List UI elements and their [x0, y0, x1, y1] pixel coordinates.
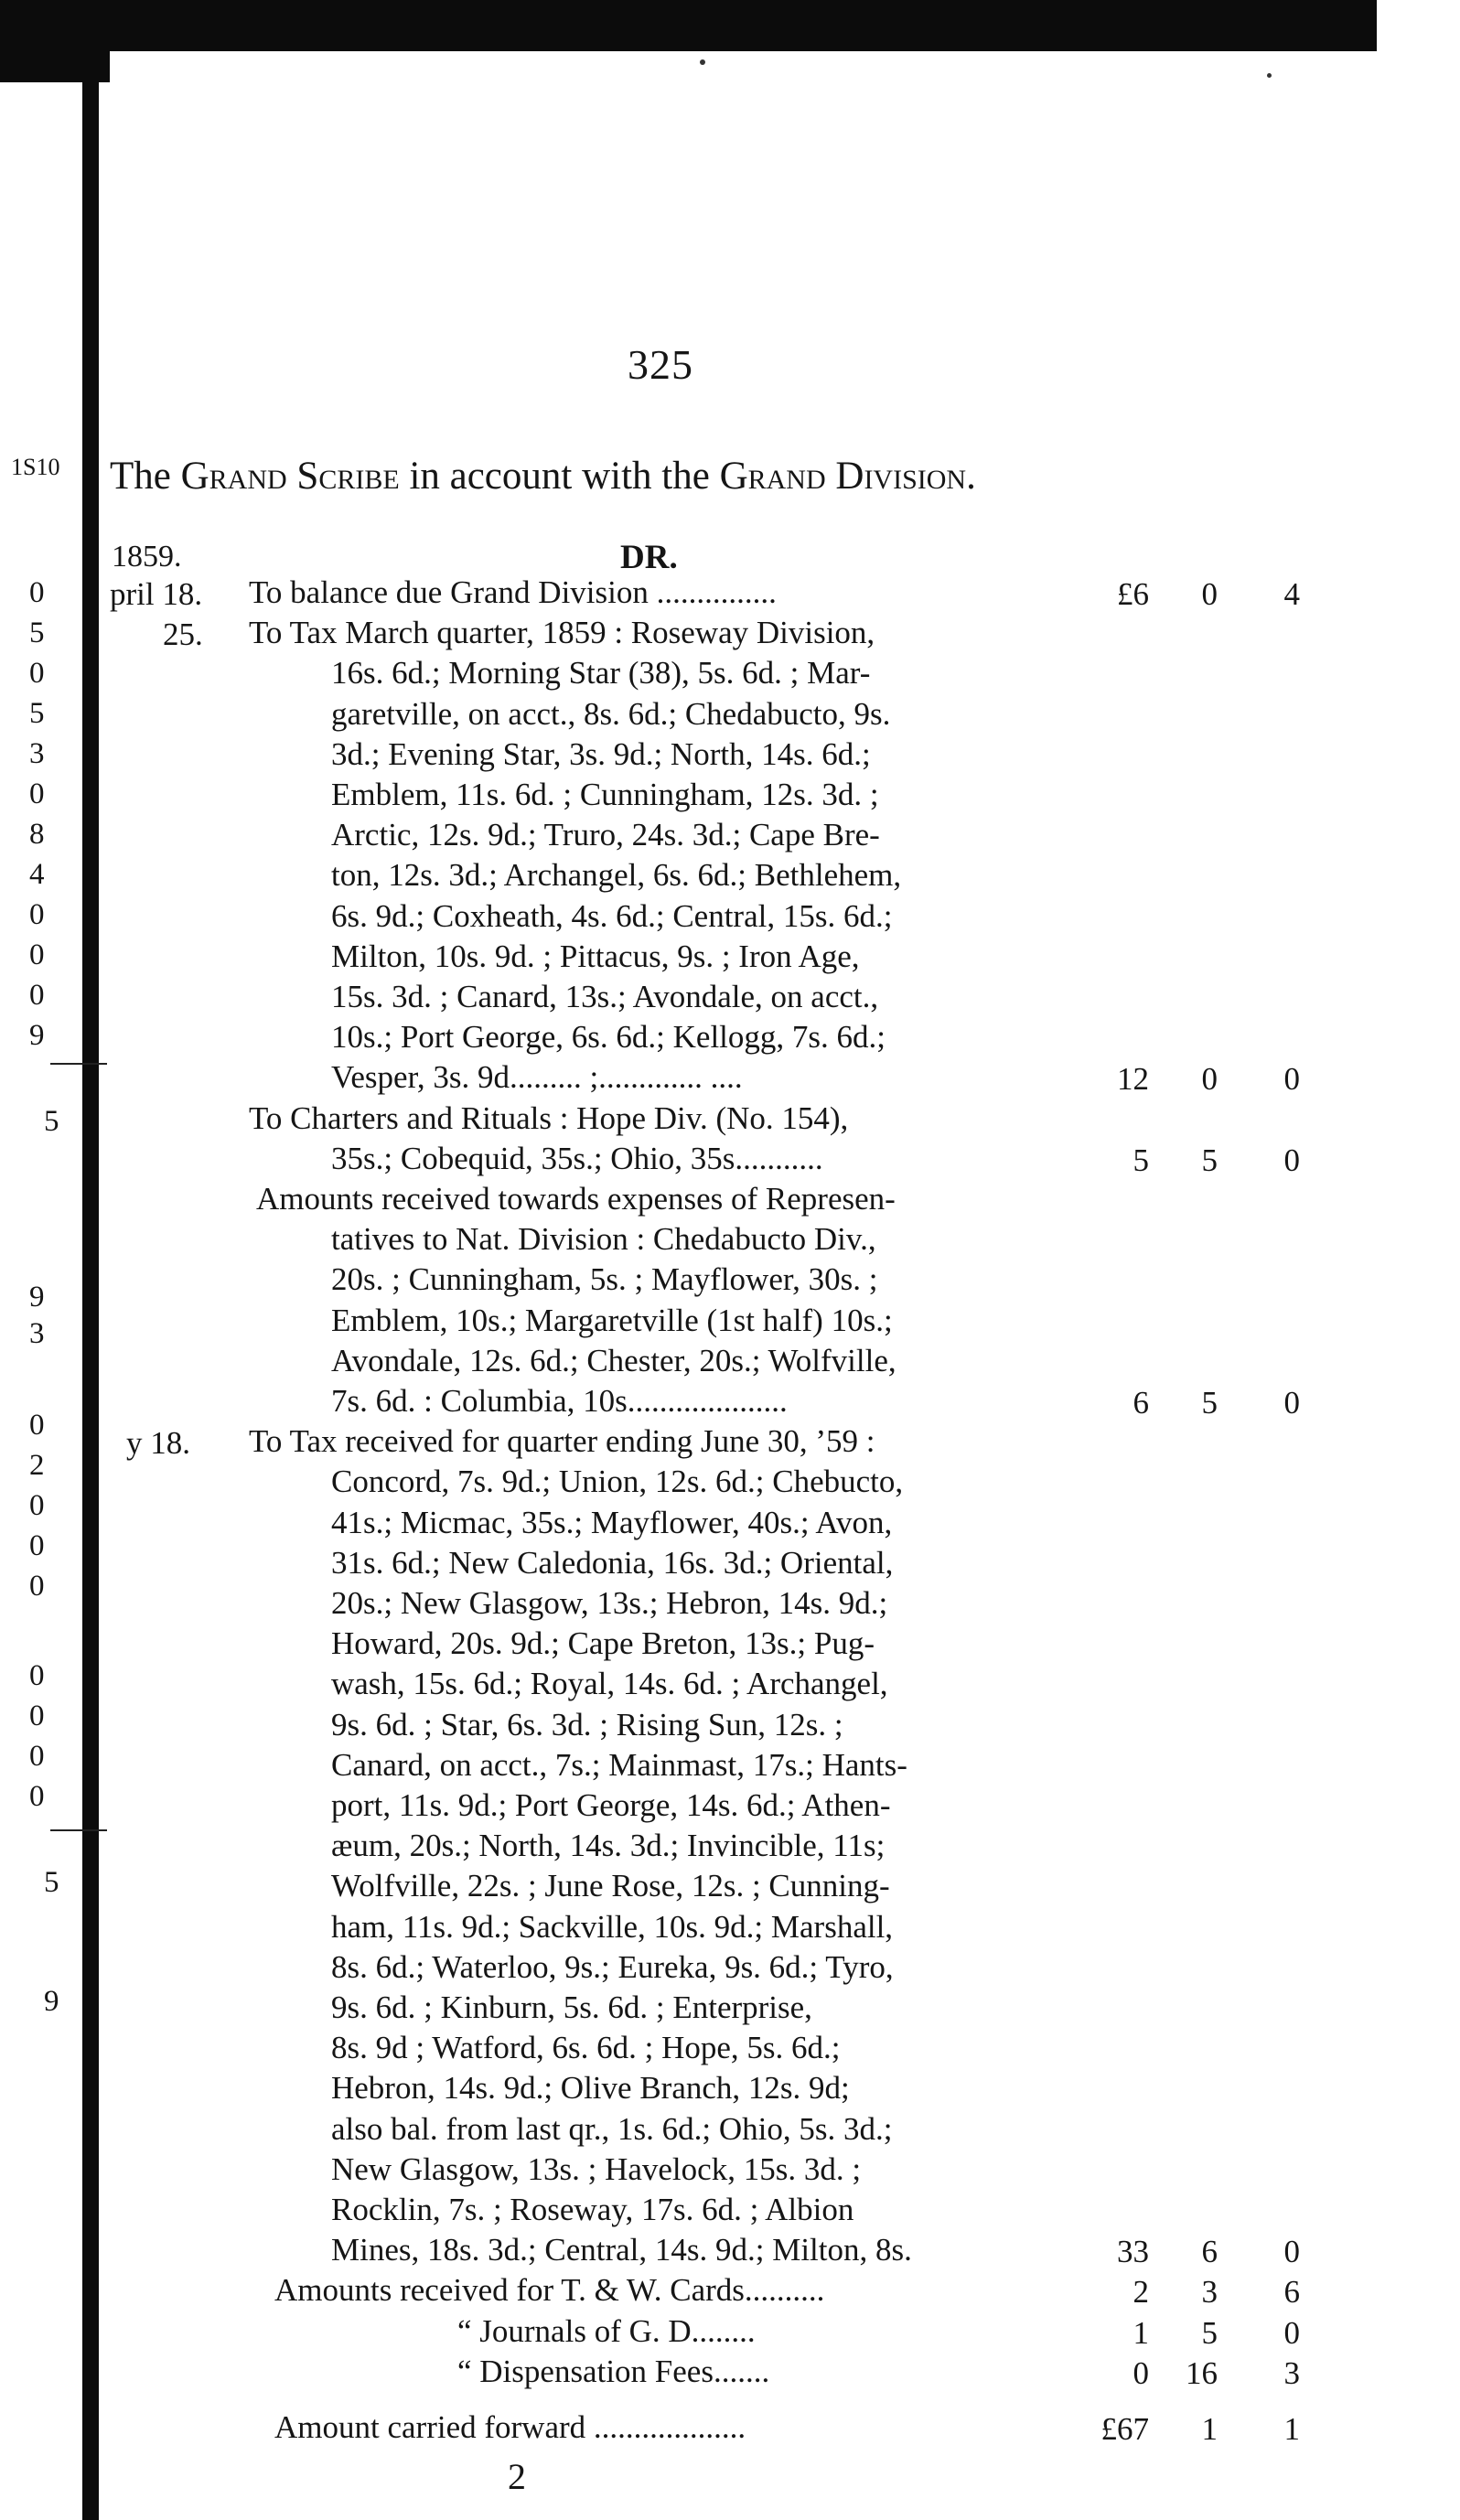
page-title: The Grand Scribe in account with the Grand Division. [110, 455, 976, 498]
entry-text: To balance due Grand Division ............... [249, 574, 777, 610]
amount-pence: 0 [1283, 2234, 1300, 2270]
margin-digit: 0 [29, 1659, 45, 1692]
entry-text: Concord, 7s. 9d.; Union, 12s. 6d.; Chebucto, [331, 1464, 904, 1500]
carried-shillings: 1 [1201, 2411, 1218, 2447]
entry-text: New Glasgow, 13s. ; Havelock, 15s. 3d. ; [331, 2150, 862, 2187]
entry-text: 3d.; Evening Star, 3s. 9d.; North, 14s. 6d.; [331, 735, 871, 772]
entry-text: 8s. 6d.; Waterloo, 9s.; Eureka, 9s. 6d.; Tyro, [331, 1948, 894, 1985]
carried-pounds: £67 [1100, 2411, 1149, 2447]
entry-text: Emblem, 11s. 6d. ; Cunningham, 12s. 3d. ; [331, 777, 879, 812]
amount-shillings: 6 [1201, 2234, 1218, 2270]
entry-text: 15s. 3d. ; Canard, 13s.; Avondale, on acct., [331, 979, 879, 1014]
entry-text: Mines, 18s. 3d.; Central, 14s. 9d.; Milton, 8s. [331, 2232, 912, 2268]
margin-digit: 0 [29, 1489, 45, 1522]
entry-text: 20s.; New Glasgow, 13s.; Hebron, 14s. 9d.; [331, 1585, 888, 1621]
carried-pence: 1 [1283, 2411, 1300, 2447]
margin-digit: 4 [29, 858, 45, 891]
margin-digit: 5 [44, 1105, 59, 1138]
entry-text: 41s.; Micmac, 35s.; Mayflower, 40s.; Avon, [331, 1504, 893, 1540]
entry-text: Hebron, 14s. 9d.; Olive Branch, 12s. 9d; [331, 2070, 850, 2107]
margin-digit: 0 [29, 1570, 45, 1603]
margin-digit: 0 [29, 1409, 45, 1442]
margin-digit: 0 [29, 898, 45, 931]
amount-pence: 0 [1283, 1142, 1300, 1178]
margin-digit: 0 [29, 979, 45, 1012]
ink-speck [700, 59, 705, 65]
amount-pounds: 1 [1133, 2314, 1149, 2351]
entry-text: also bal. from last qr., 1s. 6d.; Ohio, 5s. 3d.; [331, 2110, 893, 2147]
entry-text: Amounts received towards expenses of Represen- [256, 1181, 896, 1217]
signature-mark: 2 [508, 2456, 526, 2497]
amount-shillings: 0 [1201, 576, 1218, 612]
margin-digit: 9 [44, 1985, 59, 2018]
entry-text: Emblem, 10s.; Margaretville (1st half) 10s.; [331, 1302, 893, 1338]
amount-shillings: 0 [1201, 1061, 1218, 1098]
margin-digit: 5 [44, 1866, 59, 1899]
amount-shillings: 5 [1201, 1142, 1218, 1178]
amount-pence: 0 [1283, 1061, 1300, 1098]
entry-text: garetville, on acct., 8s. 6d.; Chedabucto, 9s. [331, 695, 891, 732]
entry-text: wash, 15s. 6d.; Royal, 14s. 6d. ; Archangel, [331, 1666, 888, 1702]
entry-text: 7s. 6d. : Columbia, 10s.................... [331, 1383, 788, 1419]
entry-text: Arctic, 12s. 9d.; Truro, 24s. 3d.; Cape Bre- [331, 817, 880, 853]
entry-text: Rocklin, 7s. ; Roseway, 17s. 6d. ; Albion [331, 2192, 854, 2227]
amount-shillings: 5 [1201, 2314, 1218, 2351]
entry-text: 35s.; Cobequid, 35s.; Ohio, 35s........... [331, 1140, 823, 1176]
entry-text: Milton, 10s. 9d. ; Pittacus, 9s. ; Iron Age, [331, 938, 860, 974]
entry-date: y 18. [126, 1425, 190, 1462]
carried-forward-label: Amount carried forward ................... [274, 2409, 746, 2445]
entry-text: To Tax March quarter, 1859 : Roseway Division, [249, 615, 875, 651]
amount-pounds: £6 [1117, 576, 1149, 612]
margin-digit: 5 [29, 617, 45, 649]
amount-pounds: 5 [1133, 1142, 1149, 1178]
margin-digit: 8 [29, 818, 45, 851]
entry-text: tatives to Nat. Division : Chedabucto Div., [331, 1221, 876, 1258]
binding-bar-top [0, 0, 1377, 51]
entry-text: 9s. 6d. ; Kinburn, 5s. 6d. ; Enterprise, [331, 1989, 812, 2025]
margin-digit: 5 [29, 697, 45, 730]
margin-label: 1S10 [11, 454, 60, 480]
amount-pounds: 12 [1117, 1061, 1149, 1098]
amount-pence: 6 [1283, 2274, 1300, 2311]
amount-pence: 4 [1283, 576, 1300, 612]
entry-text: 9s. 6d. ; Star, 6s. 3d. ; Rising Sun, 12s. ; [331, 1706, 843, 1743]
entry-text: Canard, on acct., 7s.; Mainmast, 17s.; Hants- [331, 1746, 907, 1783]
margin-digit: 0 [29, 1700, 45, 1732]
amount-pounds: 33 [1117, 2234, 1149, 2270]
margin-digit: 3 [29, 737, 45, 770]
entry-text: 16s. 6d.; Morning Star (38), 5s. 6d. ; Mar- [331, 655, 871, 692]
amount-shillings: 5 [1201, 1385, 1218, 1421]
margin-digit: 9 [29, 1281, 45, 1314]
amount-pence: 0 [1283, 1385, 1300, 1421]
entry-text: æum, 20s.; North, 14s. 3d.; Invincible, 11s; [331, 1828, 886, 1864]
entry-text: Wolfville, 22s. ; June Rose, 12s. ; Cunning- [331, 1868, 890, 1904]
margin-digit: 0 [29, 1740, 45, 1773]
margin-digit: 0 [29, 576, 45, 609]
entry-text: 8s. 9d ; Watford, 6s. 6d. ; Hope, 5s. 6d.; [331, 2030, 841, 2066]
entry-text: port, 11s. 9d.; Port George, 14s. 6d.; Athen- [331, 1787, 891, 1823]
amount-pence: 3 [1283, 2354, 1300, 2391]
margin-digit: 0 [29, 1780, 45, 1813]
margin-digit: 0 [29, 938, 45, 971]
entry-text: Amounts received for T. & W. Cards.......... [274, 2272, 825, 2309]
margin-digit: 9 [29, 1019, 45, 1052]
entry-text: ham, 11s. 9d.; Sackville, 10s. 9d.; Marshall, [331, 1908, 894, 1945]
year-heading: 1859. [112, 540, 182, 574]
margin-digit: 2 [29, 1449, 45, 1482]
binding-spine [82, 51, 99, 2520]
margin-rule [50, 1829, 107, 1831]
ink-speck [1267, 73, 1272, 78]
margin-digit: 0 [29, 657, 45, 690]
entry-text: “ Dispensation Fees....... [457, 2353, 770, 2389]
entry-text: Avondale, 12s. 6d.; Chester, 20s.; Wolfville, [331, 1342, 896, 1378]
entry-text: To Charters and Rituals : Hope Div. (No. 154), [249, 1099, 849, 1136]
margin-digit: 3 [29, 1317, 45, 1350]
entry-text: 31s. 6d.; New Caledonia, 16s. 3d.; Oriental, [331, 1544, 894, 1581]
debit-heading: DR. [620, 539, 678, 576]
entry-text: 20s. ; Cunningham, 5s. ; Mayflower, 30s. ; [331, 1261, 878, 1298]
margin-rule [50, 1063, 107, 1065]
entry-text: 10s.; Port George, 6s. 6d.; Kellogg, 7s. 6d.; [331, 1019, 886, 1056]
amount-shillings: 3 [1201, 2274, 1218, 2311]
entry-text: Howard, 20s. 9d.; Cape Breton, 13s.; Pug- [331, 1625, 875, 1662]
margin-digit: 0 [29, 1529, 45, 1562]
margin-digit: 0 [29, 777, 45, 810]
entry-text: “ Journals of G. D........ [457, 2312, 756, 2349]
entry-text: ton, 12s. 3d.; Archangel, 6s. 6d.; Bethlehem, [331, 857, 902, 894]
entry-text: 6s. 9d.; Coxheath, 4s. 6d.; Central, 15s. 6d.; [331, 897, 893, 934]
amount-pounds: 2 [1133, 2274, 1149, 2311]
amount-pounds: 0 [1133, 2354, 1149, 2391]
amount-shillings: 16 [1186, 2354, 1218, 2391]
entry-text: Vesper, 3s. 9d......... ;............. .... [331, 1059, 743, 1096]
entry-text: To Tax received for quarter ending June 30, ’59 : [249, 1423, 875, 1460]
page-number: 325 [628, 341, 693, 388]
amount-pounds: 6 [1133, 1385, 1149, 1421]
entry-date: pril 18. [110, 576, 203, 612]
entry-date: 25. [163, 617, 203, 653]
amount-pence: 0 [1283, 2314, 1300, 2351]
